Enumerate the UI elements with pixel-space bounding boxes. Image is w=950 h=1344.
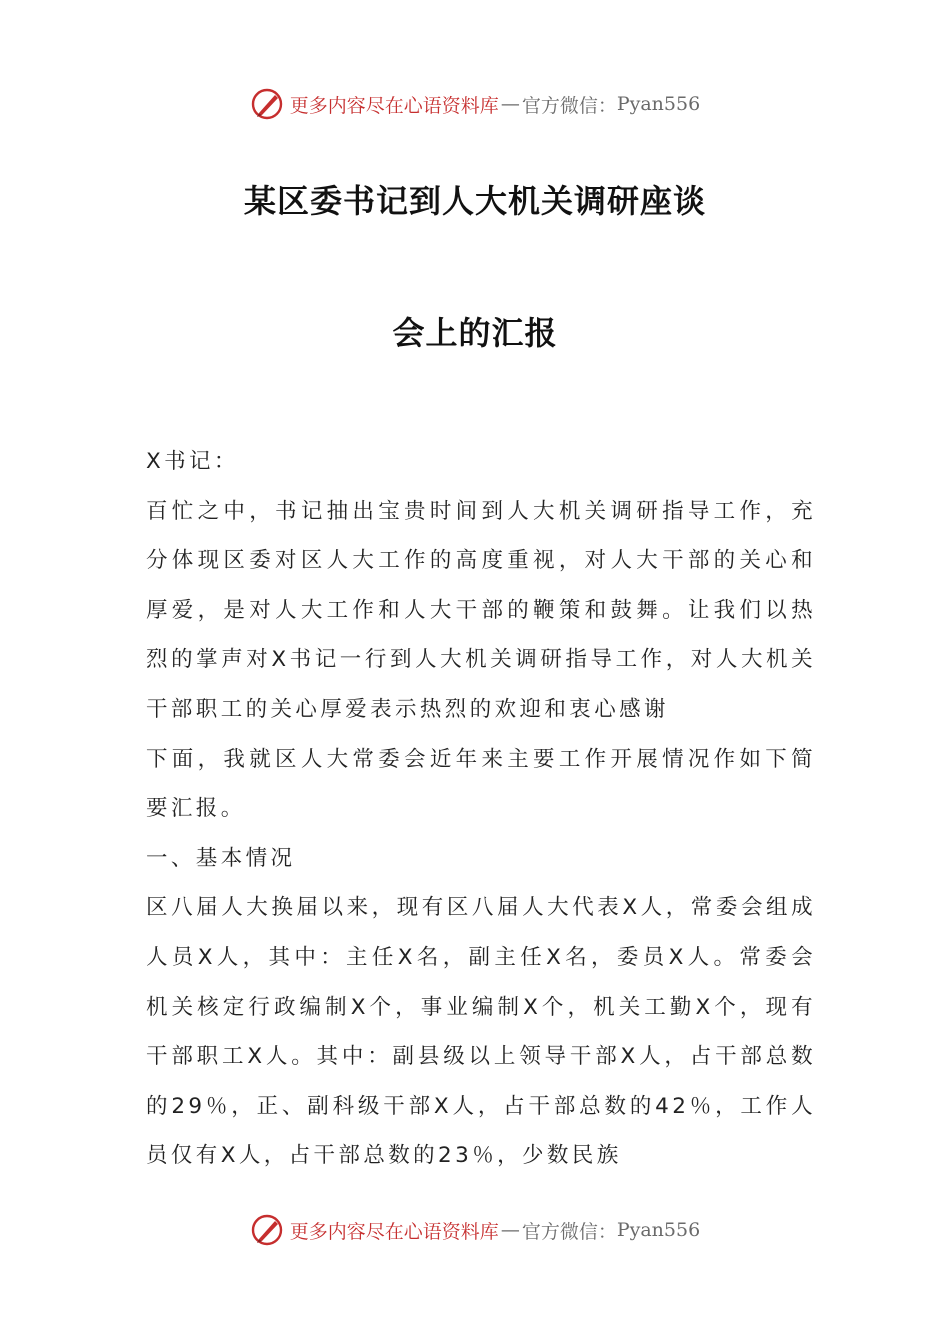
paragraph: 区八届人大换届以来，现有区八届人大代表X人，常委会组成人员X人，其中：主任X名，副主任X名，委员X人。常委会机关核定行政编制X个，事业编制X个，机关工勤X个，现有干部职工X人。其中：副县级以上领导干部X人，占干部总数的29％，正、副科级干部X人，占干部总数的42％，工作人员仅有X人，占干部总数的23％，少数民族 [146, 895, 816, 1169]
document-body [146, 437, 816, 1181]
paragraph: 下面，我就区人大常委会近年来主要工作开展情况作如下简要汇报。 [146, 746, 816, 822]
banner-promo-text: 更多内容尽在心语资料库 [289, 94, 499, 117]
paragraph: 百忙之中，书记抽出宝贵时间到人大机关调研指导工作，充分体现区委对区人大工作的高度重视，对人大干部的关心和厚爱，是对人大工作和人大干部的鞭策和鼓舞。让我们以热烈的掌声对X书记一行到人大机关调研指导工作，对人大机关干部职工的关心厚爱表示热烈的欢迎和衷心感谢 [146, 498, 816, 722]
banner-dash: — [500, 1219, 520, 1241]
footer-banner [0, 1210, 950, 1250]
document-title-line1: 某区委书记到人大机关调研座谈 [243, 182, 706, 220]
section-heading: 一、基本情况 [146, 845, 296, 871]
header-banner [0, 84, 950, 124]
banner-wechat-id: Pyan556 [616, 93, 701, 115]
pen-circle-logo-icon [250, 1212, 286, 1248]
pen-circle-logo-icon [250, 86, 286, 122]
banner-wechat-label: 官方微信： [521, 94, 617, 117]
greeting: X书记： [146, 449, 239, 474]
banner-dash: — [500, 93, 520, 115]
document-title-line2: 会上的汇报 [392, 314, 558, 352]
banner-promo-text: 更多内容尽在心语资料库 [289, 1220, 499, 1243]
banner-wechat-id: Pyan556 [616, 1219, 701, 1241]
banner-wechat-label: 官方微信： [521, 1220, 617, 1243]
